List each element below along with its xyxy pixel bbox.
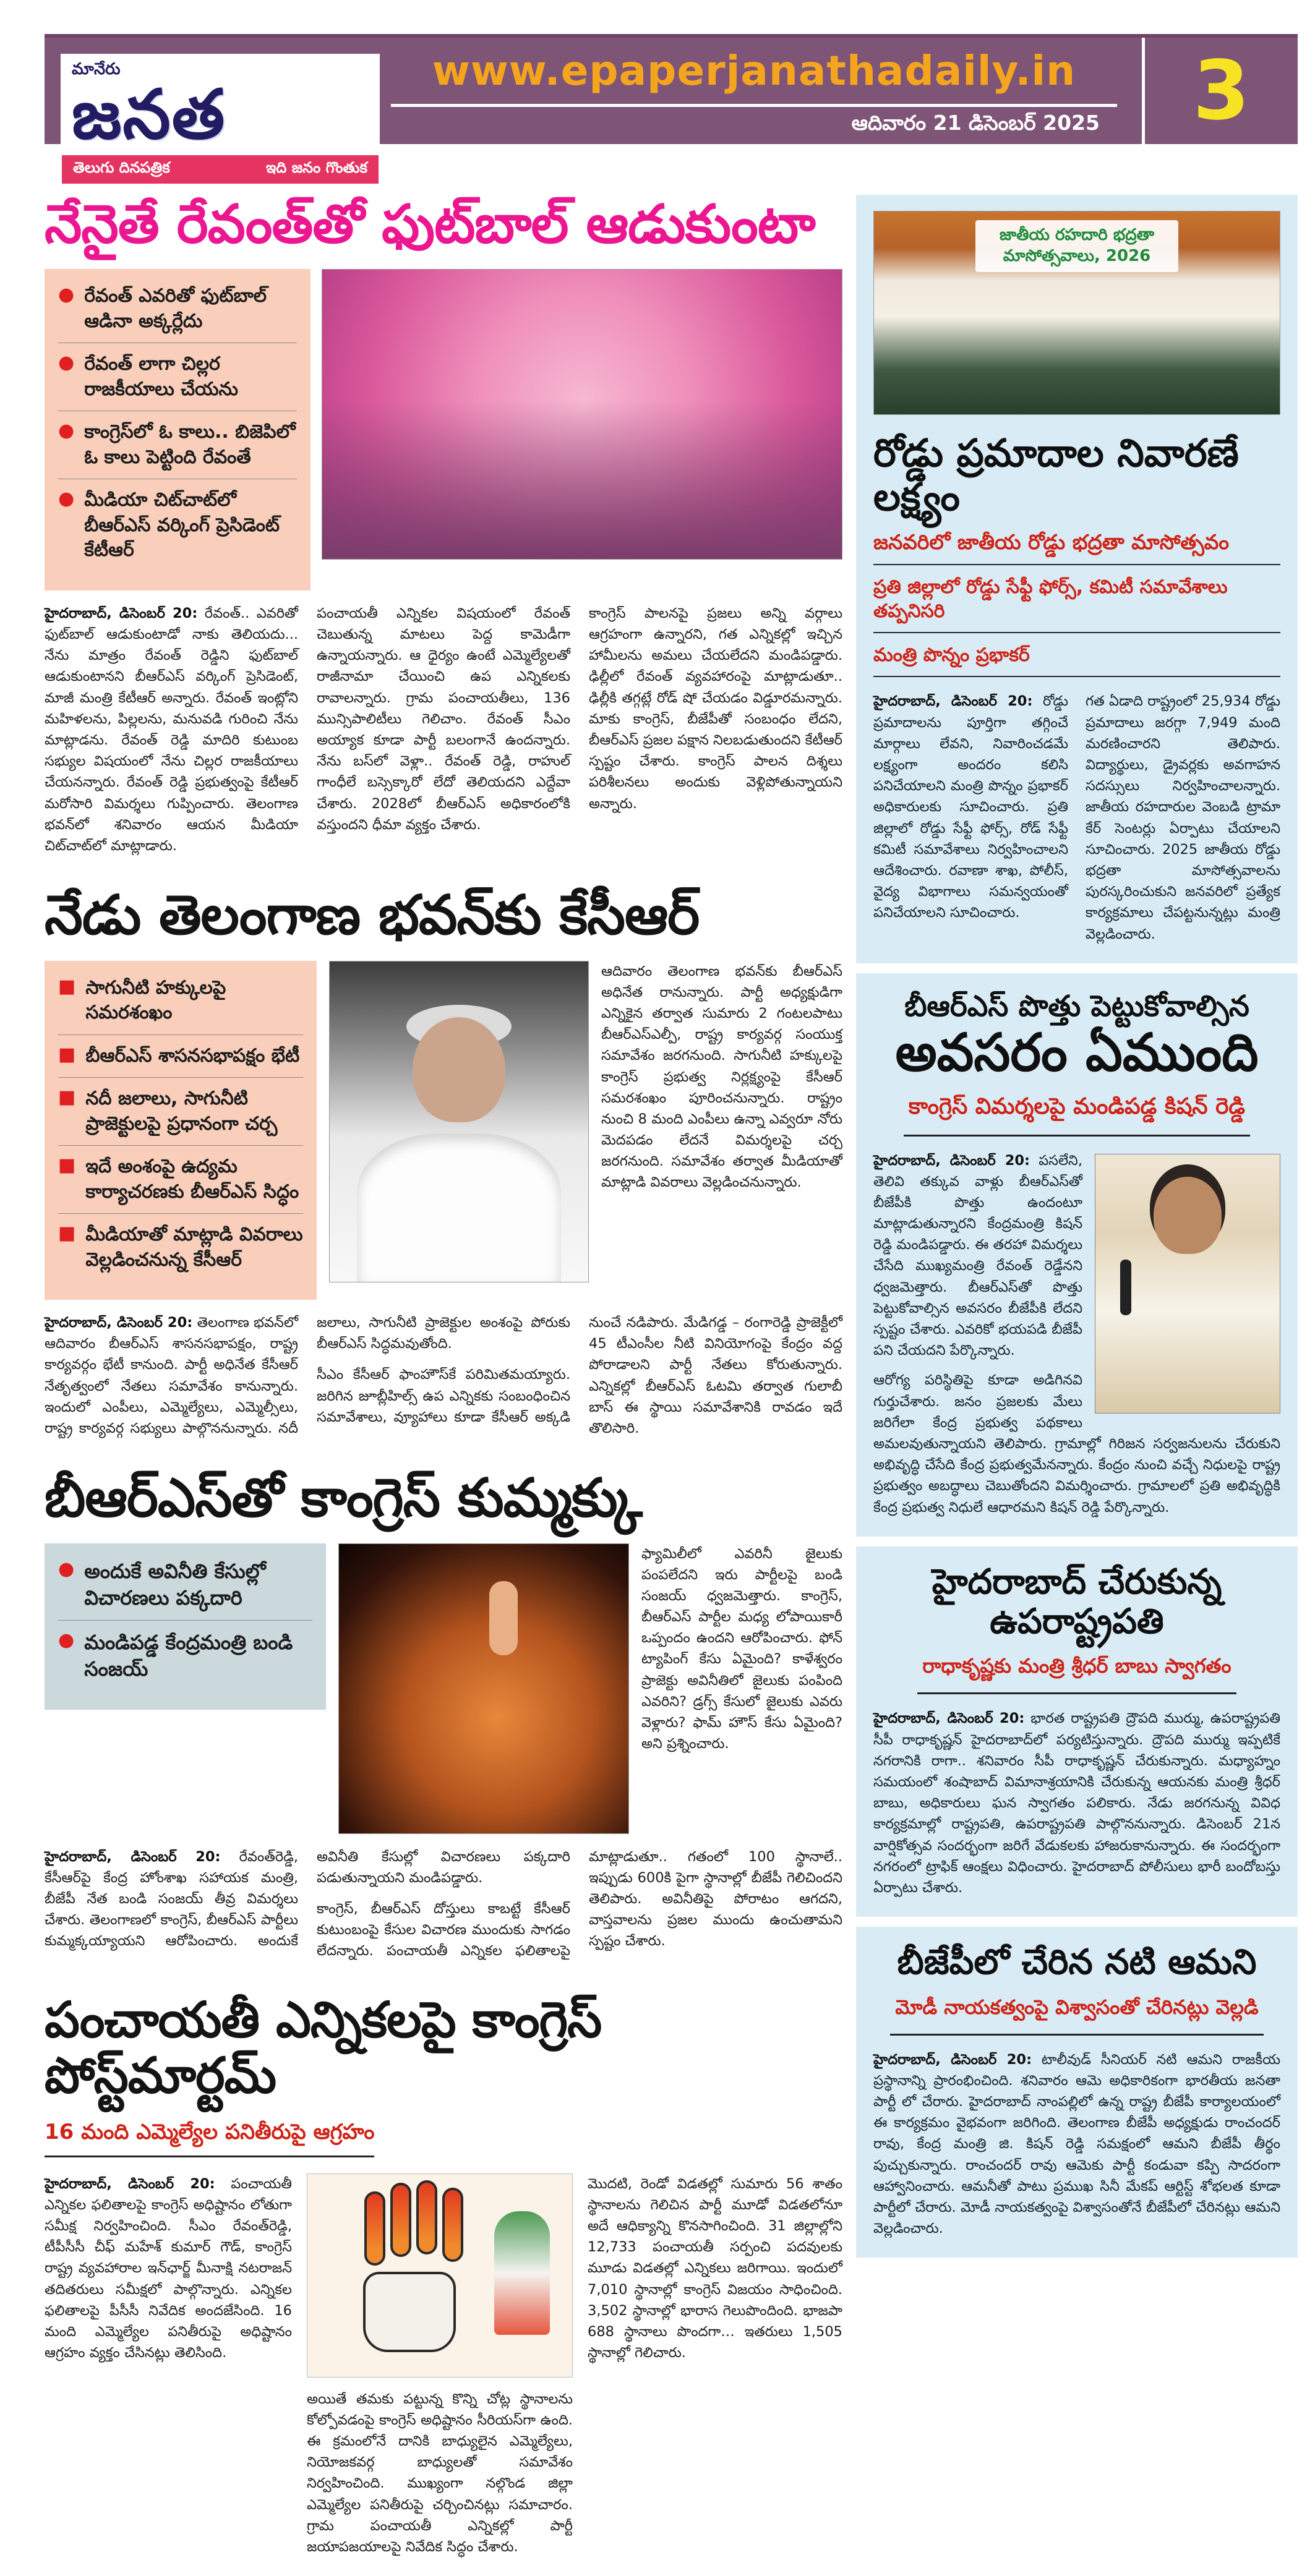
article-kishan — [856, 973, 1298, 1537]
sanjay-bullet-box — [45, 1543, 326, 1710]
logo-title: జనత — [72, 75, 226, 154]
body-paragraph: భారత రాష్ట్రపతి ద్రౌపది ముర్ము, ఉపరాష్ట్రపతి సీపీ రాధాకృష్ణన్ హైదరాబాద్‌లో పర్యటిస్తున్నారు. ద్రౌపది ముర్ము ఇప్పటికే నగరానికి రాగా.. శనివారం సీపీ రాధాకృష్ణన్ చేరుకున్నారు. మధ్యాహ్నం సమయంలో శంషాబాద్ విమానాశ్రయానికి చేరుకున్న ఆయనకు మంత్రి శ్రీధర్ బాబు, అధికారులు ఘన స్వాగతం పలికారు. నేడు జరగనున్న వివిధ కార్యక్రమాల్లో రాష్ట్రపతి, ఉపరాష్ట్రపతి పాల్గొననున్నారు. డిసెంబర్ 21న వార్షికోత్సవ సందర్భంగా జరిగే వేడుకలకు హాజరుకానున్నారు. ఈ సందర్భంగా నగరంలో ట్రాఫిక్ ఆంక్షలు విధించారు. హైదరాబాద్ పోలీసులు భారీ బందోబస్తు ఏర్పాటు చేశారు. — [873, 1710, 1281, 1896]
edition-date: ఆదివారం 21 డిసెంబర్ 2025 — [851, 110, 1100, 135]
article-body — [45, 603, 842, 856]
cartoon-column — [307, 2173, 573, 2558]
list-item — [58, 1558, 312, 1621]
bullet-text: మీడియాతో మాట్లాడి వివరాలు వెల్లడించనున్న కేసీఆర్ — [85, 1224, 303, 1271]
article-body — [601, 961, 842, 1300]
kcr-bullet-box — [45, 961, 317, 1300]
right-rail — [856, 195, 1298, 2557]
logo-tagline-strip — [62, 155, 379, 184]
dateline: హైదరాబాద్, డిసెంబర్ 20: — [45, 2175, 215, 2192]
body-paragraph: పంచాయతీ ఎన్నికల విషయంలో రేవంత్ చెబుతున్న మాటలు పెద్ద కామెడీగా ఉన్నాయన్నారు. ఆ ధైర్యం ఉంటే ఎమ్మెల్యేలతో రాజీనామా చేయించి ఉప ఎన్నికలకు రావాలన్నారు. గ్రామ పంచాయతీలు, 136 మున్సిపాలిటీలు గెలిచాం. రేవంత్ సీఎం అయ్యాక కూడా పార్టీ బలంగానే ఉందన్నారు. నేను బస్‌లో వెళ్లా.. రేవంత్ రెడ్డి, రాహుల్ గాంధీలే బస్సెక్కారో లేదో తెలియదని ఎద్దేవా చేశారు. 2028లో బీఆర్‌ఎస్ అధికారంలోకి వస్తుందని ధీమా వ్యక్తం చేశారు. — [317, 605, 570, 833]
article-body — [873, 2049, 1280, 2240]
dateline: హైదరాబాద్, డిసెంబర్ 20: — [45, 1848, 221, 1865]
list-item — [58, 1629, 312, 1691]
banner-right — [391, 38, 1117, 144]
football-bullet-box — [45, 269, 311, 591]
bullet-square-icon: ■ — [58, 975, 76, 997]
bullet-text: మీడియా చిట్‌చాట్‌లో బీఆర్‌ఎస్ వర్కింగ్ ప్రెసిడెంట్ కేటీఆర్ — [84, 489, 280, 561]
bullet-text: సాగునీటి హక్కులపై సమరశంఖం — [85, 976, 226, 1024]
body-paragraph: కాంగ్రెస్ పాలనపై ప్రజలు అన్ని వర్గాలు ఆగ్రహంగా ఉన్నారని, గత ఎన్నికల్లో ఇచ్చిన హామీలను అమలు చేయలేదని మండిపడ్డారు. ఢిల్లీలో రేవంత్ వ్యవహారంపై మాట్లాడుతూ.. ఢిల్లీకి తగ్గట్లే రోడ్ షో చేయడం విడ్డూరమన్నారు. మాకు కాంగ్రెస్, బీజేపీతో సంబంధం లేదని, బీఆర్‌ఎస్ ప్రజల పక్షాన నిలబడుతుందని కేటీఆర్ స్పష్టం చేశారు. కాంగ్రెస్ పాలన దిశ్శలు పరిశీలనలు అందుకు వెళ్లిపోతున్నాయని అన్నారు. — [589, 605, 842, 812]
body-paragraph: సీఎం కేసీఆర్ ఫాంహౌస్‌కే పరిమితమయ్యారు. జరిగిన జూబ్లీహిల్స్ ఉప ఎన్నికకు సంబంధించిన సమావేశాలు, వ్యూహాలు కూడా కేసీఆర్ అక్కడి నుంచే నడిపారు. మేడిగడ్డ – రంగారెడ్డి ప్రాజెక్టీలో 45 టీఎంసీల నీటి వినియోగంపై కేంద్రం వద్ద పోరాడాలని పార్టీ నేతలు కోరుతున్నారు. ఎన్నికల్లో బీఆర్‌ఎస్ ఓటమి తర్వాత గులాబీ బాస్ ఈ స్థాయి సమావేశానికి రావడం ఇదే తొలిసారి. — [317, 1315, 842, 1437]
bullet-dot-icon: ● — [58, 352, 75, 374]
article-body — [45, 1846, 842, 1962]
dateline: హైదరాబాద్, డిసెంబర్ 20: — [873, 1152, 1030, 1169]
page-number-zone — [1142, 38, 1298, 144]
bandi-sanjay-photo — [338, 1543, 629, 1834]
headline-kishan: అవసరం ఏముంది — [895, 1022, 1259, 1083]
bullet-text: నదీ జలాలు, సాగునీటి ప్రాజెక్టులపై ప్రధానంగా చర్చ — [85, 1088, 278, 1135]
body-paragraph: రేవంత్‌రెడ్డి, కేసీఆర్‌పై కేంద్ర హోంశాఖ సహాయక మంత్రి, బీజేపీ నేత బండి సంజయ్ తీవ్ర విమర్శలు చేశారు. తెలంగాణలో కాంగ్రెస్, బీఆర్‌ఎస్ పార్టీలు కుమ్మక్కయ్యాయని ఆరోపించారు. అందుకే అవినీతి కేసుల్లో విచారణలు పక్కదారి పడుతున్నాయని మండిపడ్డారు. — [45, 1848, 570, 1950]
dateline: హైదరాబాద్, డిసెంబర్ 20: — [873, 2051, 1032, 2068]
dateline: హైదరాబాద్, డిసెంబర్ 20: — [45, 605, 198, 621]
article-body — [641, 1543, 842, 1834]
headline-road-safety: రోడ్డు ప్రమాదాల నివారణే లక్ష్యం — [873, 430, 1239, 520]
headline-sanjay: బీఆర్‌ఎస్‌తో కాంగ్రెస్ కుమ్మక్కు — [45, 1467, 642, 1530]
bullet-text: ఇదే అంశంపై ఉద్యమ కార్యాచరణకు బీఆర్‌ఎస్ సిద్ధం — [85, 1156, 299, 1203]
subhead-road-1: జనవరిలో జాతీయ రోడ్డు భద్రతా మాసోత్సవం — [873, 519, 1280, 566]
headline-amani: బీజేపీలో చేరిన నటి ఆమని — [897, 1942, 1257, 1983]
ktr-media-chitchat-photo — [322, 269, 842, 560]
body-paragraph: రోడ్డు ప్రమాదాలను పూర్తిగా తగ్గించే మార్గాలు లేవని, నివారించడమే లక్ష్యంగా అందరం కలిసి పనిచేయాలని మంత్రి పొన్నం ప్రభాకర్ అధికారులకు సూచించారు. ప్రతి జిల్లాలో రోడ్డు సేఫ్టీ ఫోర్స్, రోడ్ సేఫ్టీ కమిటీ సమావేశాలు నిర్వహించాలని ఆదేశించారు. రవాణా శాఖ, పోలీస్, వైద్య విభాగాలు సమన్వయంతో పనిచేయాలని సూచించారు. — [873, 693, 1068, 921]
body-paragraph: అయితే తమకు పట్టున్న కొన్ని చోట్ల స్థానాలను కోల్పోవడంపై కాంగ్రెస్ అధిష్టానం సీరియస్‌గా ఉంది. ఈ క్రమంలోనే దానికి బాధ్యులైన ఎమ్మెల్యేలు, నియోజకవర్గ బాధ్యులతో సమావేశం నిర్వహించింది. ముఖ్యంగా నల్గొండ జిల్లా ఎమ్మెల్యేల పనితీరుపై చర్చించినట్లు సమాచారం. గ్రామ పంచాయతీ ఎన్నికల్లో పార్టీ జయాపజయాలపై నివేదిక సిద్ధం చేశారు. — [307, 2390, 573, 2555]
list-item — [58, 352, 297, 411]
cartoon-finger — [442, 2188, 463, 2262]
bullet-text: మండిపడ్డ కేంద్రమంత్రి బండి సంజయ్ — [84, 1630, 293, 1681]
subhead-amani: మోడీ నాయకత్వంపై విశ్వాసంతో చేరినట్లు వెల్లడి — [890, 1983, 1263, 2036]
article-road-safety — [856, 195, 1298, 963]
dateline: హైదరాబాద్, డిసెంబర్ 20: — [45, 1315, 193, 1331]
article-body — [588, 2173, 842, 2558]
cartoon-palm — [363, 2272, 456, 2352]
article-amani — [856, 1927, 1298, 2258]
bullet-text: రేవంత్ లాగా చిల్లర రాజకీయాలు చేయను — [84, 353, 239, 400]
url-row — [391, 38, 1117, 107]
body-paragraph: ఫ్యామిలీలో ఎవరినీ జైలుకు పంపలేదని ఇరు పార్టీలపై బండి సంజయ్ ధ్వజమెత్తారు. కాంగ్రెస్, బీఆర్‌ఎస్ పార్టీల మధ్య లోపాయికారీ ఒప్పందం ఉందని ఆరోపించారు. ఫోన్ ట్యాపింగ్ కేసు ఏమైంది? కాళేశ్వరం ప్రాజెక్టు అవినీతిలో జైలుకు పంపింది ఎవరిని? డ్రగ్స్ కేసులో జైలుకు ఎవరు వెళ్లారు? ఫామ్ హౌస్ కేసు ఏమైంది? అని ప్రశ్నించారు. — [641, 1545, 842, 1752]
list-item — [58, 1154, 303, 1214]
bullet-square-icon: ■ — [58, 1222, 76, 1245]
body-paragraph: ఆదివారం తెలంగాణ భవన్‌కు బీఆర్‌ఎస్ అధినేత రానున్నారు. పార్టీ అధ్యక్షుడిగా ఎన్నికైన తర్వాత సుమారు 2 గంటలపాటు బీఆర్‌ఎస్ఎల్పీ, రాష్ట్ర కార్యవర్గ సంయుక్త సమావేశం జరగనుంది. సాగునీటి హక్కులపై కాంగ్రెస్ ప్రభుత్వ నిర్లక్ష్యంపై కేసీఆర్ సమరశంఖం పూరించనున్నారు. రాష్ట్రం నుంచి 8 మంది ఎంపీలు ఉన్నా ఎవ్వరూ నోరు మెదపడం లేదనే విమర్శలపై చర్చ జరగనుంది. సమావేశం తర్వాత మీడియాతో మాట్లాడి వివరాలు వెల్లడించనున్నారు. — [601, 963, 842, 1191]
kishan-reddy-photo — [1095, 1154, 1280, 1414]
article-kcr — [45, 885, 842, 1439]
headline-panchayat: పంచాయతీ ఎన్నికలపై కాంగ్రెస్ పోస్ట్‌మార్టమ్ — [45, 1991, 602, 2105]
article-vice-president — [856, 1546, 1298, 1917]
kcr-portrait-photo — [329, 961, 589, 1282]
list-item — [58, 1044, 303, 1078]
photo-detail — [1154, 1177, 1222, 1254]
body-paragraph: ఆరోగ్య పరిస్థితిపై కూడా అడిగినవి గుర్తుచేశారు. జనం ప్రజలకు మేలు జరిగేలా కేంద్ర ప్రభుత్వ పథకాలు అమలవుతున్నాయని తెలిపారు. గ్రామాల్లో గిరిజన సర్వజనులను చేరుకుని అభివృద్ధి చేసేది కేంద్ర ప్రభుత్వమేనన్నారు. కేంద్రం నుంచి వచ్చే నిధులపై రాష్ట్ర ప్రభుత్వం అబద్ధాలు చెబుతోందని విమర్శించారు. గ్రామాలలో ప్రతి అభివృద్ధికి కేంద్ర ప్రభుత్వ నిధులే ఆధారమని కిషన్ రెడ్డి పేర్కొన్నారు. — [873, 1372, 1280, 1516]
body-paragraph: పసలేని, తెలివి తక్కువ వాళ్లు బీఆర్‌ఎస్‌తో బీజేపీకి పొత్తు ఉందంటూ మాట్లాడుతున్నారని కేంద్రమంత్రి కిషన్ రెడ్డి మండిపడ్డారు. ఈ తరహా విమర్శలు చేసేది ముఖ్యమంత్రి రేవంత్ రెడ్డేనని ధ్వజమెత్తారు. బీఆర్‌ఎస్‌తో పొత్తు పెట్టుకోవాల్సిన అవసరం బీజేపీకి లేదని స్పష్టం చేశారు. ఎవరికో భయపడి బీజేపీ పని చేయదని పేర్కొన్నారు. — [873, 1152, 1082, 1359]
bullet-dot-icon: ● — [58, 1558, 75, 1580]
bullet-dot-icon: ● — [58, 420, 75, 442]
article-body — [307, 2389, 573, 2558]
cartoon-finger — [364, 2191, 385, 2266]
body-paragraph: తెలంగాణ భవన్‌లో ఆదివారం బీఆర్‌ఎస్ శాసనసభాపక్షం, రాష్ట్ర కార్యవర్గం భేటీ కానుంది. పార్టీ అధినేత కేసీఆర్ నేతృత్వంలో నేతలు సమావేశం కానున్నారు. ఇందులో ఎంపీలు, ఎమ్మెల్యేలు, ఎమ్మెల్సీలు, రాష్ట్ర కార్యవర్గ సభ్యులు పాల్గొననున్నారు. నదీ జలాలు, సాగునీటి ప్రాజెక్టుల అంశంపై పోరుకు బీఆర్‌ఎస్ సిద్ధమవుతోంది. — [45, 1315, 570, 1437]
article-panchayat — [45, 1992, 842, 2557]
article-body — [873, 1708, 1280, 1898]
road-safety-meeting-photo — [873, 211, 1280, 415]
bullet-square-icon: ■ — [58, 1086, 76, 1109]
list-item — [58, 1086, 303, 1146]
body-paragraph: కాంగ్రెస్, బీఆర్‌ఎస్ దోస్తులు కాబట్టే కేసీఆర్ కుటుంబంపై కేసుల విచారణ ముందుకు సాగడం లేదన్నారు. పంచాయతీ ఎన్నికల ఫలితాలపై మాట్లాడుతూ.. గతంలో 100 స్థానాలే.. ఇప్పుడు 600కి పైగా స్థానాల్లో బీజేపీ గెలిచిందని తెలిపారు. అవినీతిపై పోరాటం ఆగదని, వాస్తవాలను ప్రజల ముందు ఉంచుతామని స్పష్టం చేశారు. — [317, 1848, 842, 1960]
logo-tagline-left: తెలుగు దినపత్రిక — [73, 159, 170, 176]
photo-detail — [413, 1017, 505, 1122]
headline-kcr: నేడు తెలంగాణ భవన్‌కు కేసీఆర్ — [45, 883, 700, 947]
photo-crowd — [322, 400, 842, 559]
photo-banner-text: జాతీయ రహదారి భద్రతా మాసోత్సవాలు, 2026 — [975, 220, 1178, 272]
subhead-road-2: ప్రతి జిల్లాలో రోడ్డు సేఫ్టీ ఫోర్స్, కమిటీ సమావేశాలు తప్పనిసరి — [873, 565, 1280, 633]
bullet-text: బీఆర్‌ఎస్ శాసనసభాపక్షం భేటీ — [85, 1044, 300, 1067]
newspaper-logo — [62, 55, 379, 184]
photo-detail — [489, 1581, 518, 1655]
dateline: హైదరాబాద్, డిసెంబర్ 20: — [873, 693, 1033, 710]
bullet-dot-icon: ● — [58, 284, 75, 306]
dateline: హైదరాబాద్, డిసెంబర్ 20: — [873, 1710, 1025, 1727]
list-item — [58, 976, 303, 1035]
bullet-dot-icon: ● — [58, 488, 75, 510]
microphone-detail — [1120, 1260, 1131, 1315]
congress-hand-cartoon — [307, 2173, 573, 2378]
list-item — [58, 488, 297, 572]
page-number: 3 — [1193, 43, 1250, 139]
body-paragraph: పంచాయతీ ఎన్నికల ఫలితాలపై కాంగ్రెస్ అధిష్టానం లోతుగా సమీక్ష నిర్వహించింది. సీఎం రేవంత్‌రెడ్డి, టీపీసీసీ చీఫ్ మహేశ్ కుమార్ గౌడ్, కాంగ్రెస్ రాష్ట్ర వ్యవహారాల ఇన్‌ఛార్జ్ మీనాక్షి నటరాజన్ తదితరులు సమీక్షలో పాల్గొన్నారు. ఎన్నికల ఫలితాలపై పీసీసీ నివేదిక అందజేసింది. 16 మంది ఎమ్మెల్యేల పనితీరుపై అధిష్టానం ఆగ్రహం వ్యక్తం చేసినట్లు తెలిసింది. — [45, 2175, 292, 2361]
article-body — [873, 691, 1280, 944]
epaper-url-link[interactable]: www.epaperjanathadaily.in — [432, 47, 1076, 95]
bullet-square-icon: ■ — [58, 1043, 76, 1065]
body-paragraph: గత ఏడాది రాష్ట్రంలో 25,934 రోడ్డు ప్రమాదాలు జరగ్గా 7,949 మంది మరణించారని తెలిపారు. విద్యార్థులు, డ్రైవర్లకు అవగాహన సదస్సులు నిర్వహించాలన్నారు. జాతీయ రహదారుల వెంబడి ట్రామా కేర్ సెంటర్లు ఏర్పాటు చేయాలని సూచించారు. 2025 జాతీయ రోడ్డు భద్రతా మాసోత్సవాలను పురస్కరించుకుని జనవరిలో ప్రత్యేక కార్యక్రమాలు చేపట్టనున్నట్లు మంత్రి వెల్లడించారు. — [1086, 693, 1280, 942]
article-body — [45, 2173, 292, 2558]
cartoon-finger — [390, 2183, 411, 2257]
body-paragraph: టాలీవుడ్ సీనియర్ నటి ఆమని రాజకీయ ప్రస్థానాన్ని ప్రారంభించింది. శనివారం ఆమె అధికారికంగా భారతీయ జనతా పార్టీ లో చేరారు. హైదరాబాద్ నాంపల్లిలో ఉన్న రాష్ట్ర బీజేపీ కార్యాలయంలో ఈ కార్యక్రమం వైభవంగా జరిగింది. తెలంగాణ బీజేపీ అధ్యక్షుడు రాంచందర్ రావు, కేంద్ర మంత్రి జి. కిషన్ రెడ్డి సమక్షంలో ఆమని బీజేపీ తీర్థం పుచ్చుకున్నారు. రాంచందర్ రావు ఆమెకు పార్టీ కండువా కప్పి సాదరంగా ఆహ్వానించారు. ఆమనీతో పాటు ప్రముఖ సినీ మేకప్ ఆర్టిస్ట్ శోభలత కూడా పార్టీలో చేరారు. మోడీ నాయకత్వంపై విశ్వాసంతోనే బీజేపీలో చేరినట్లు ఆమని వెల్లడించారు. — [873, 2051, 1280, 2237]
headline-vp: హైదరాబాద్ చేరుకున్న ఉపరాష్ట్రపతి — [932, 1561, 1222, 1642]
list-item — [58, 284, 297, 343]
subhead-kishan: కాంగ్రెస్ విమర్శలపై మండిపడ్డ కిషన్ రెడ్డి — [904, 1081, 1250, 1137]
main-column — [45, 195, 842, 2557]
bullet-text: అందుకే అవినీతి కేసుల్లో విచారణలు పక్కదారి — [84, 1559, 266, 1610]
bullet-square-icon: ■ — [58, 1154, 76, 1177]
logo-kicker: మానేరు — [72, 60, 121, 79]
headline-football: నేనైతే రేవంత్‌తో ఫుట్‌బాల్ ఆడుకుంటా — [45, 194, 815, 255]
list-item — [58, 420, 297, 479]
body-paragraph: మొదటి, రెండో విడతల్లో సుమారు 56 శాతం స్థానాలను గెలిచిన పార్టీ మూడో విడతలోనూ అదే ఆధిక్యాన్ని కొనసాగించింది. 31 జిల్లాల్లోని 12,733 పంచాయతీ సర్పంచి పదవులకు మూడు విడతల్లో ఎన్నికలు జరిగాయి. ఇందులో 7,010 స్థానాల్లో కాంగ్రెస్ విజయం సాధించింది. 3,502 స్థానాల్లో భారాస గెలుపొందింది. భాజపా 688 స్థానాలు పొందగా… ఇతరులు 1,505 స్థానాల్లో గెలిచారు. — [588, 2175, 842, 2361]
logo-tagline-right: ఇది జనం గొంతుక — [265, 159, 367, 176]
article-sanjay — [45, 1469, 842, 1961]
article-football — [45, 195, 842, 856]
masthead-banner — [45, 34, 1298, 176]
photo-detail — [357, 1133, 561, 1282]
subhead-vp: రాధాకృష్ణకు మంత్రి శ్రీధర్ బాబు స్వాగతం — [917, 1642, 1236, 1694]
subhead-panchayat: 16 మంది ఎమ్మెల్యేల పనితీరుపై ఆగ్రహం — [45, 2120, 374, 2157]
list-item — [58, 1222, 303, 1281]
subhead-road-3: మంత్రి పొన్నం ప్రభాకర్ — [873, 633, 1280, 677]
bullet-dot-icon: ● — [58, 1629, 75, 1651]
article-body — [45, 1312, 842, 1439]
body-paragraph: రేవంత్.. ఎవరితో ఫుట్‌బాల్ ఆడుకుంటాడో నాకు తెలియదు... నేను మాత్రం రేవంత్ రెడ్డిని ఫుట్‌బాల్ ఆడుకుంటానని బీఆర్‌ఎస్ వర్కింగ్ ప్రెసిడెంట్, మాజీ మంత్రి కేటీఆర్ అన్నారు. రేవంత్ ఇంట్లోని మహిళలను, పిల్లలను, మనువడి గురించి నేను మాట్లాడను. రేవంత్ రెడ్డి మాదిరి కుటుంబ సభ్యుల విషయంలో నేను చిల్లర రాజకీయాలు చేయనన్నారు. రేవంత్ రెడ్డి ప్రభుత్వంపై కేటీఆర్ మరోసారి విమర్శలు గుప్పించారు. తెలంగాణ భవన్‌లో శనివారం ఆయన మీడియా చిట్‌చాట్‌లో మాట్లాడారు. — [45, 605, 298, 854]
headline-kishan-top: బీఆర్‌ఎస్ పొత్తు పెట్టుకోవాల్సిన — [904, 989, 1249, 1023]
cartoon-figure — [494, 2211, 550, 2335]
bullet-text: కాంగ్రెస్‌లో ఓ కాలు.. బిజెపిలో ఓ కాలు పెట్టింది రేవంతే — [84, 421, 296, 468]
article-body — [873, 1150, 1280, 1518]
cartoon-finger — [416, 2180, 437, 2254]
bullet-text: రేవంత్ ఎవరితో ఫుట్‌బాల్ ఆడినా అక్కర్లేదు — [84, 285, 267, 332]
